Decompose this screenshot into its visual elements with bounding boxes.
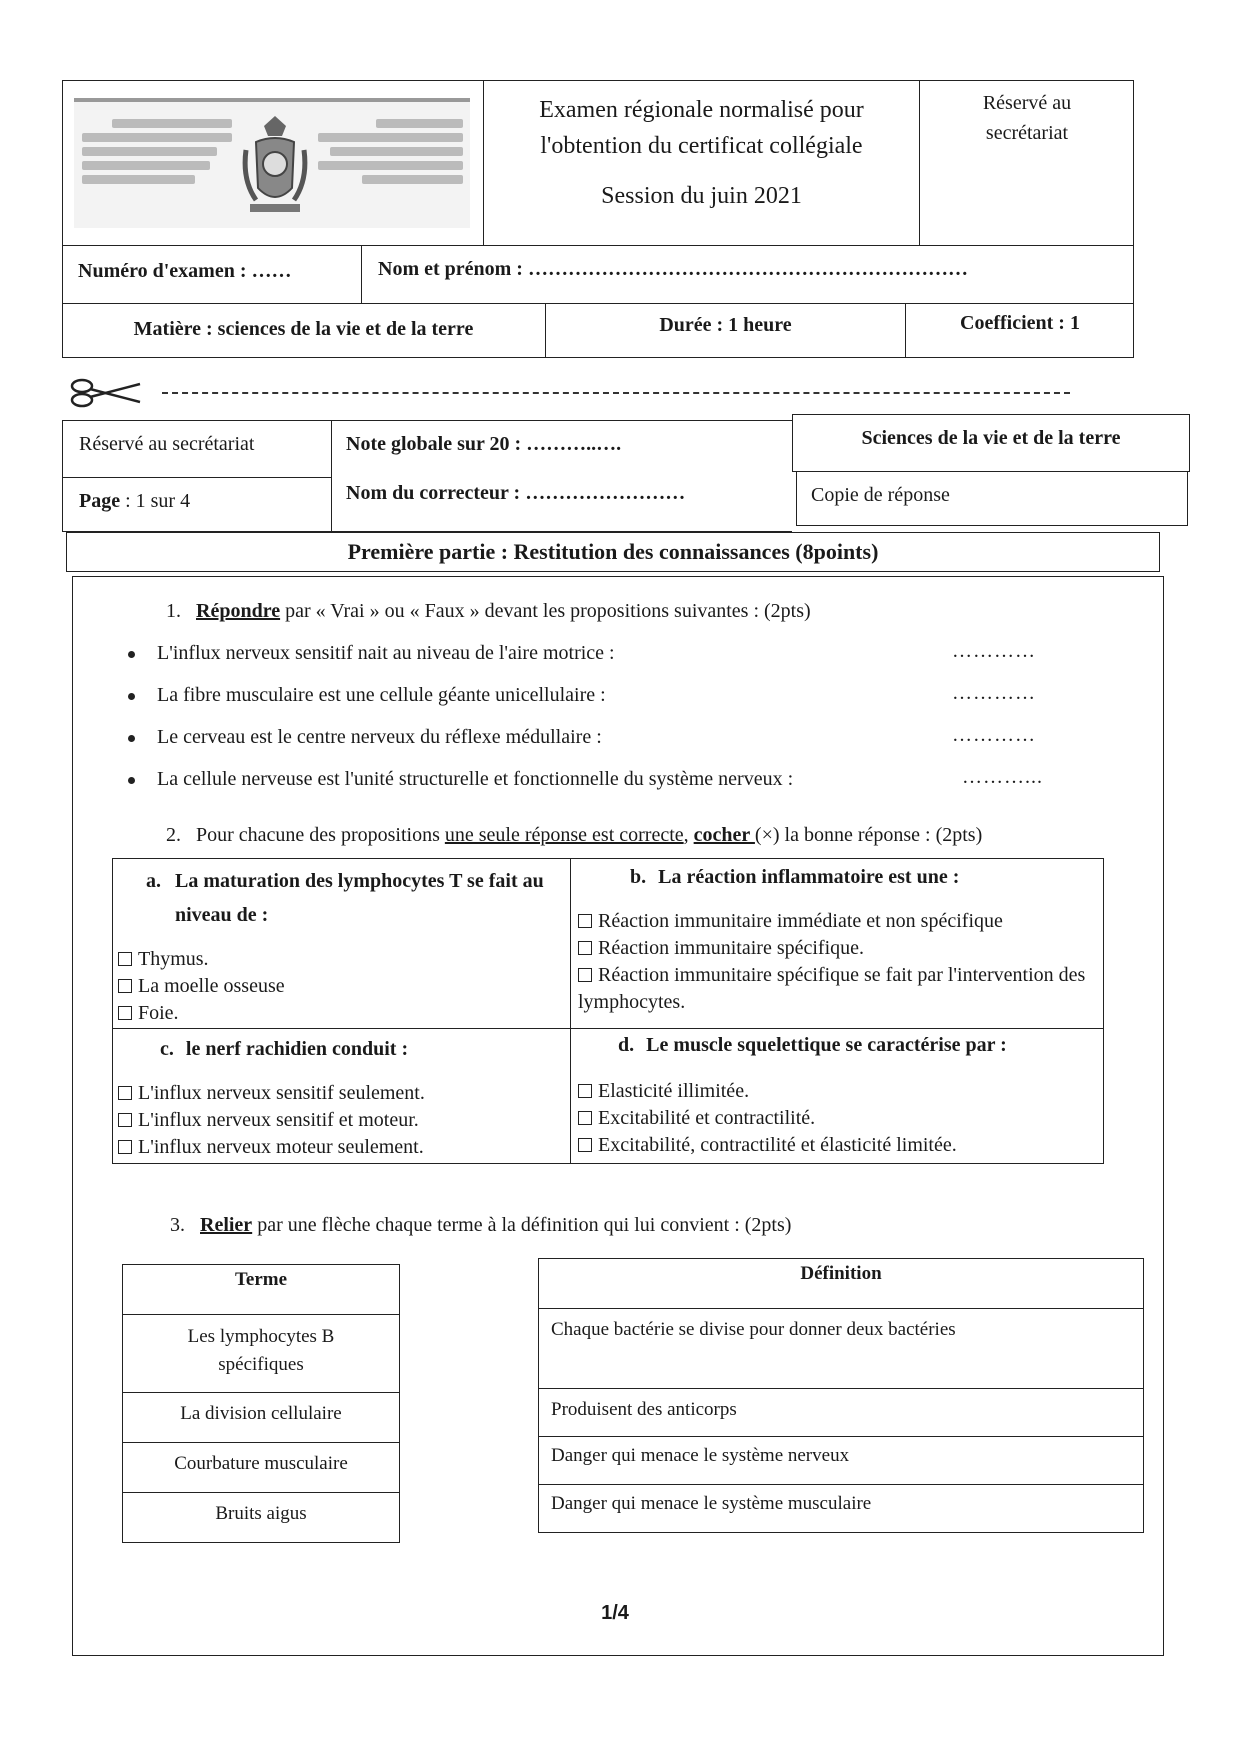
q1-answer-field[interactable]: ………...: [962, 766, 1043, 788]
q3-instruction: 3. Relier par une flèche chaque terme à la définition qui lui convient : (2pts): [170, 1214, 792, 1236]
terms-header: Terme: [123, 1265, 400, 1315]
subject-label: Matière : sciences de la vie et de la terre: [62, 304, 546, 358]
term-item[interactable]: Courbature musculaire: [123, 1443, 400, 1493]
checkbox[interactable]: [578, 914, 592, 928]
q2-instruction: 2. Pour chacune des propositions une seule réponse est correcte, cocher (×) la bonne réponse : (2pts): [166, 824, 983, 846]
mcq-cell-a: a. La maturation des lymphocytes T se fait au niveau de : Thymus. La moelle osseuse Foie.: [118, 864, 564, 1027]
duration-label: Durée : 1 heure: [546, 304, 906, 358]
q1-item: Le cerveau est le centre nerveux du réflexe médullaire :: [128, 726, 602, 749]
answer-subject: Sciences de la vie et de la terre: [792, 414, 1190, 472]
mcq-option[interactable]: L'influx nerveux sensitif seulement.: [118, 1080, 564, 1107]
ministry-logo: [74, 98, 470, 228]
mcq-option[interactable]: Excitabilité et contractilité.: [578, 1105, 1100, 1132]
cut-line: [162, 392, 1070, 394]
reserved-secretariat-bottom: Réservé au secrétariat: [62, 420, 332, 478]
corrector-name-field[interactable]: Nom du correcteur : ……………………: [332, 478, 792, 532]
definitions-table: [538, 1258, 1144, 1533]
q1-instruction: 1. Répondre par « Vrai » ou « Faux » devant les propositions suivantes : (2pts): [166, 600, 811, 622]
q1-answer-field[interactable]: …………: [952, 640, 1036, 662]
checkbox[interactable]: [578, 968, 592, 982]
checkbox[interactable]: [118, 952, 132, 966]
checkbox[interactable]: [118, 1140, 132, 1154]
q1-answer-field[interactable]: …………: [952, 724, 1036, 746]
term-item[interactable]: La division cellulaire: [123, 1393, 400, 1443]
terms-table: [122, 1264, 400, 1543]
checkbox[interactable]: [578, 941, 592, 955]
mcq-option[interactable]: L'influx nerveux moteur seulement.: [118, 1134, 564, 1161]
definition-item[interactable]: Danger qui menace le système musculaire: [539, 1485, 1144, 1533]
mcq-cell-b: b. La réaction inflammatoire est une : Réaction immunitaire immédiate et non spécifique Réaction immunitaire spécifique. Réaction immunitaire spécifique se fait par l'intervention des lymphocytes.: [578, 862, 1100, 1016]
mcq-option[interactable]: Réaction immunitaire immédiate et non spécifique: [578, 908, 1100, 935]
checkbox[interactable]: [118, 1113, 132, 1127]
definition-item[interactable]: Produisent des anticorps: [539, 1389, 1144, 1437]
part-title: Première partie : Restitution des connaissances (8points): [66, 532, 1160, 572]
mcq-cell-d: d. Le muscle squelettique se caractérise par : Elasticité illimitée. Excitabilité et contractilité. Excitabilité, contractilité et élasticité limitée.: [578, 1030, 1100, 1159]
checkbox[interactable]: [118, 979, 132, 993]
name-field[interactable]: Nom et prénom : …………………………………………………………: [362, 246, 1134, 304]
page-number: 1/4: [601, 1602, 629, 1624]
q3-verb: Relier: [200, 1214, 253, 1236]
scissors-icon: [70, 378, 142, 408]
q1-item: La fibre musculaire est une cellule géante unicellulaire :: [128, 684, 606, 707]
checkbox[interactable]: [578, 1111, 592, 1125]
exam-title-line1: Examen régionale normalisé pour: [539, 97, 864, 123]
definition-item[interactable]: Danger qui menace le système nerveux: [539, 1437, 1144, 1485]
mcq-option[interactable]: Elasticité illimitée.: [578, 1078, 1100, 1105]
mcq-option[interactable]: Réaction immunitaire spécifique.: [578, 935, 1100, 962]
q1-item: La cellule nerveuse est l'unité structurelle et fonctionnelle du système nerveux :: [128, 768, 793, 791]
q1-answer-field[interactable]: …………: [952, 682, 1036, 704]
copy-label: Copie de réponse: [796, 472, 1188, 526]
checkbox[interactable]: [118, 1006, 132, 1020]
reserved-secretariat-top: Réservé au secrétariat: [920, 80, 1134, 246]
global-note-field[interactable]: Note globale sur 20 : ………..….: [332, 420, 792, 478]
checkbox[interactable]: [578, 1138, 592, 1152]
checkbox[interactable]: [578, 1084, 592, 1098]
mcq-option[interactable]: Réaction immunitaire spécifique se fait par l'intervention des lymphocytes.: [578, 964, 1086, 1013]
term-item[interactable]: Les lymphocytes B spécifiques: [123, 1315, 400, 1393]
exam-number-field[interactable]: Numéro d'examen : ……: [62, 246, 362, 304]
mcq-option[interactable]: Foie.: [118, 1000, 564, 1027]
page-indicator: Page : 1 sur 4: [62, 478, 332, 532]
definitions-header: Définition: [539, 1259, 1144, 1309]
exam-title-line2: l'obtention du certificat collégiale: [540, 133, 863, 159]
mcq-option[interactable]: Excitabilité, contractilité et élasticité limitée.: [578, 1132, 1100, 1159]
mcq-cell-c: c. le nerf rachidien conduit : L'influx nerveux sensitif seulement. L'influx nerveux sensitif et moteur. L'influx nerveux moteur seulement.: [118, 1034, 564, 1161]
q1-verb: Répondre: [196, 600, 281, 622]
coefficient-label: Coefficient : 1: [960, 312, 1080, 334]
definition-item[interactable]: Chaque bactérie se divise pour donner deux bactéries: [539, 1309, 1144, 1389]
checkbox[interactable]: [118, 1086, 132, 1100]
exam-title: [484, 80, 920, 246]
mcq-option[interactable]: La moelle osseuse: [118, 973, 564, 1000]
mcq-option[interactable]: L'influx nerveux sensitif et moteur.: [118, 1107, 564, 1134]
term-item[interactable]: Bruits aigus: [123, 1493, 400, 1543]
q1-item: L'influx nerveux sensitif nait au niveau de l'aire motrice :: [128, 642, 615, 665]
session-label: Session du juin 2021: [601, 183, 802, 209]
coat-of-arms-icon: [242, 110, 308, 220]
mcq-option[interactable]: Thymus.: [118, 946, 564, 973]
logo-cell: [62, 80, 484, 246]
